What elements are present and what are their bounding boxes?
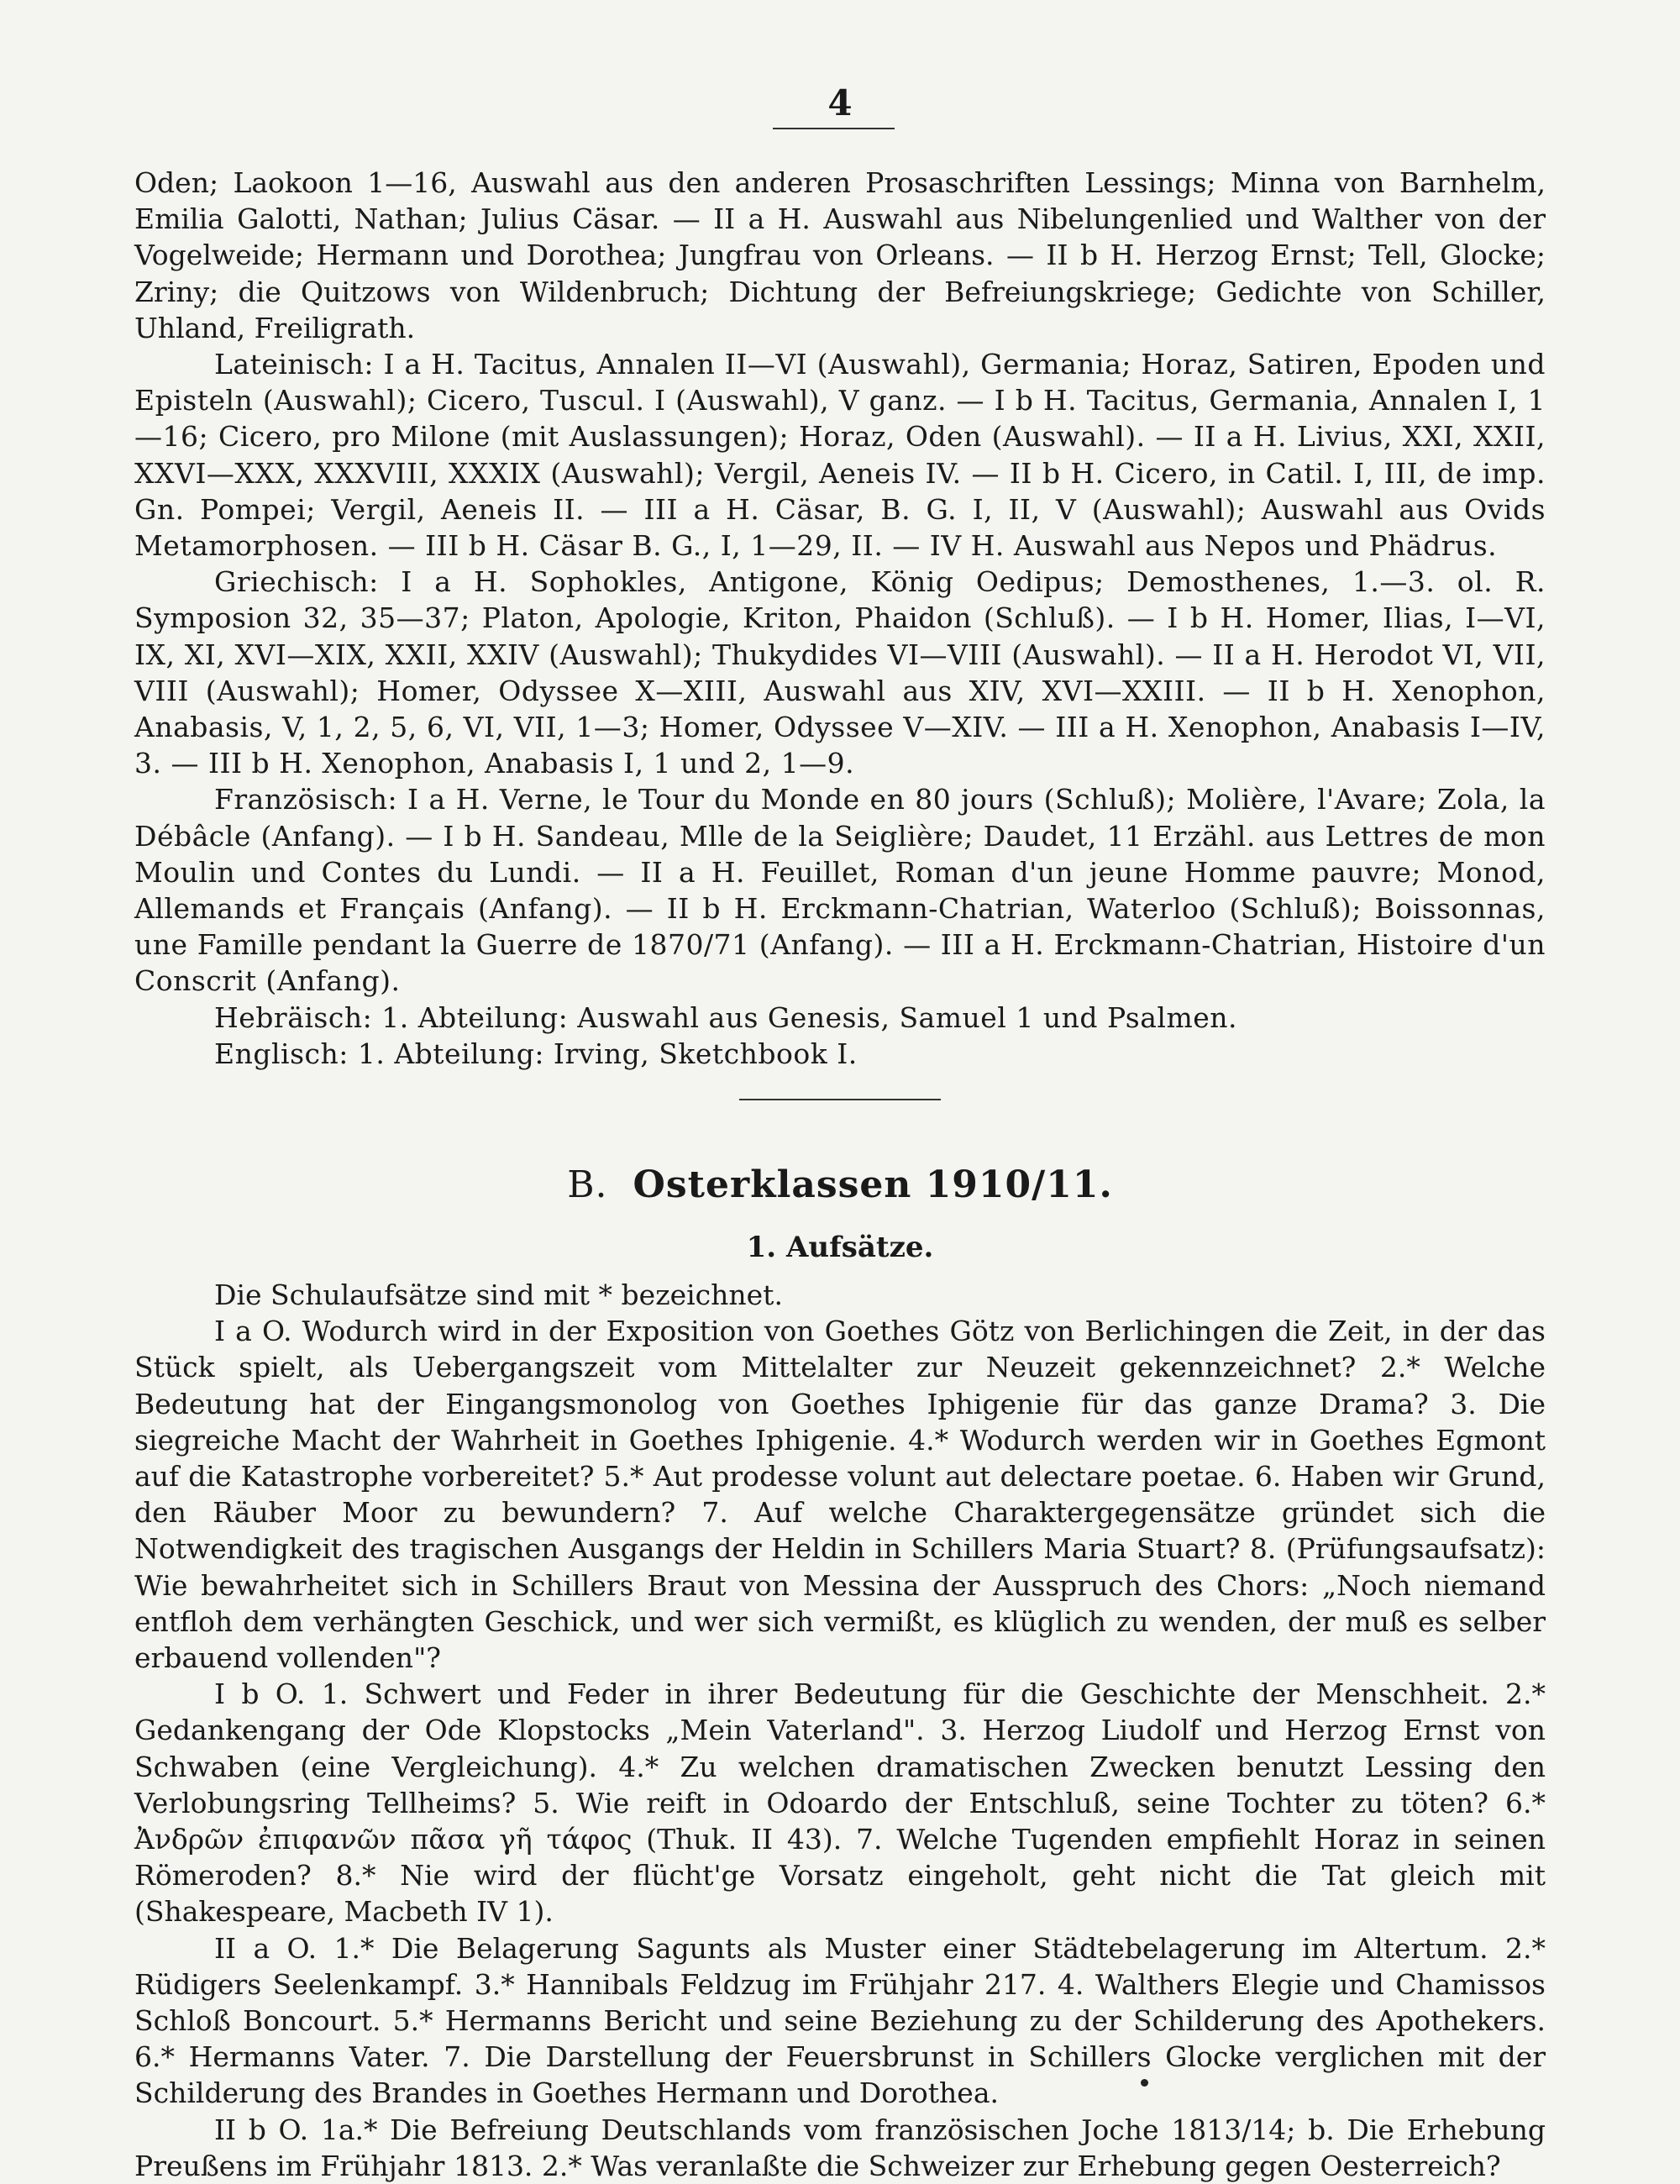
essay-note: Die Schulaufsätze sind mit * bezeichnet. bbox=[214, 1278, 783, 1311]
essay-list bbox=[134, 1277, 1546, 2184]
section-title: Osterklassen 1910/11. bbox=[633, 1163, 1113, 1206]
reading-paragraph-greek: Griechisch: I a H. Sophokles, Antigone, König Oedipus; Demosthenes, 1.—3. ol. R. Symposion 32, 35—37; Platon, Apologie, Kriton, Phaidon (Schluß). — I b H. Homer, Ilias, I—VI, IX, XI, XVI—XIX, XXII, XXIV (Auswahl); Thukydides VI—VIII (Auswahl). — II a H. Herodot VI, VII, VIII (Auswahl); Homer, Odyssee X—XIII, Auswahl aus XIV, XVI—XXIII. — II b H. Xenophon, Anabasis, V, 1, 2, 5, 6, VI, VII, 1—3; Homer, Odyssee V—XIV. — III a H. Xenophon, Anabasis I—IV, 3. — III b H. Xenophon, Anabasis I, 1 und 2, 1—9. bbox=[134, 565, 1546, 780]
essay-paragraph-Ia: I a O. Wodurch wird in der Exposition von Goethes Götz von Berlichingen die Zeit, in der das Stück spielt, als Uebergangszeit vom Mittelalter zur Neuzeit gekennzeichnet? 2.* Welche Bedeutung hat der Eingangsmonolog von Goethes Iphigenie für das ganze Drama? 3. Die siegreiche Macht der Wahrheit in Goethes Iphigenie. 4.* Wodurch werden wir in Goethes Egmont auf die Katastrophe vorbereitet? 5.* Aut prodesse volunt aut delectare poetae. 6. Haben wir Grund, den Räuber Moor zu bewundern? 7. Auf welche Charaktergegensätze gründet sich die Notwendigkeit des tragischen Ausgangs der Heldin in Schillers Maria Stuart? 8. (Prüfungsaufsatz): Wie bewahrheitet sich in Schillers Braut von Messina der Ausspruch des Chors: „Noch niemand entfloh dem verhängten Geschick, und wer sich vermißt, es klüglich zu wenden, der muß es selber erbauend vollenden"? bbox=[134, 1315, 1546, 1675]
reading-paragraph-hebrew: Hebräisch: 1. Abteilung: Auswahl aus Genesis, Samuel 1 und Psalmen. bbox=[214, 1000, 1238, 1034]
reading-list bbox=[134, 165, 1546, 1072]
reading-paragraph-german: Oden; Laokoon 1—16, Auswahl aus den anderen Prosaschriften Lessings; Minna von Barnhelm, Emilia Galotti, Nathan; Julius Cäsar. — II a H. Auswahl aus Nibelungenlied und Walther von der Vogelweide; Hermann und Dorothea; Jungfrau von Orleans. — II b H. Herzog Ernst; Tell, Glocke; Zriny; die Quitzows von Wildenbruch; Dichtung der Befreiungskriege; Gedichte von Schiller, Uhland, Freiligrath. bbox=[134, 166, 1546, 344]
subsection-heading: 1. Aufsätze. bbox=[746, 1231, 934, 1264]
reading-paragraph-french: Französisch: I a H. Verne, le Tour du Monde en 80 jours (Schluß); Molière, l'Avare; Zola, la Débâcle (Anfang). — I b H. Sandeau, Mlle de la Seiglière; Daudet, 11 Erzähl. aus Lettres de mon Moulin und Contes du Lundi. — II a H. Feuillet, Roman d'un jeune Homme pauvre; Monod, Allemands et Français (Anfang). — II b H. Erckmann-Chatrian, Waterloo (Schluß); Boissonnas, une Famille pendant la Guerre de 1870/71 (Anfang). — III a H. Erckmann-Chatrian, Histoire d'un Conscrit (Anfang). bbox=[134, 783, 1546, 998]
essay-paragraph-IIa: II a O. 1.* Die Belagerung Sagunts als Muster einer Städtebelagerung im Altertum. 2.* Rüdigers Seelenkampf. 3.* Hannibals Feldzug im Frühjahr 217. 4. Walthers Elegie und Chamissos Schloß Boncourt. 5.* Hermanns Bericht und seine Beziehung zu der Schilderung des Apothekers. 6.* Hermanns Vater. 7. Die Darstellung der Feuersbrunst in Schillers Glocke verglichen mit der Schilderung des Brandes in Goethes Hermann und Dorothea. bbox=[134, 1931, 1546, 2110]
section-separator bbox=[739, 1099, 941, 1100]
reading-paragraph-latin: Lateinisch: I a H. Tacitus, Annalen II—VI (Auswahl), Germania; Horaz, Satiren, Epoden und Episteln (Auswahl); Cicero, Tuscul. I (Auswahl), V ganz. — I b H. Tacitus, Germania, Annalen I, 1—16; Cicero, pro Milone (mit Auslassungen); Horaz, Oden (Auswahl). — II a H. Livius, XXI, XXII, XXVI—XXX, XXXVIII, XXXIX (Auswahl); Vergil, Aeneis IV. — II b H. Cicero, in Catil. I, III, de imp. Gn. Pompei; Vergil, Aeneis II. — III a H. Cäsar, B. G. I, II, V (Auswahl); Auswahl aus Ovids Metamorphosen. — III b H. Cäsar B. G., I, 1—29, II. — IV H. Auswahl aus Nepos und Phädrus. bbox=[134, 348, 1546, 563]
section-letter: B. bbox=[567, 1163, 608, 1206]
page-number-rule bbox=[773, 128, 895, 129]
section-heading bbox=[0, 1163, 1680, 1206]
page-mark-dot bbox=[1141, 2079, 1148, 2087]
page-number: 4 bbox=[827, 82, 853, 123]
reading-paragraph-english: Englisch: 1. Abteilung: Irving, Sketchbook I. bbox=[214, 1037, 858, 1070]
essay-paragraph-IIb: II b O. 1a.* Die Befreiung Deutschlands vom französischen Joche 1813/14; b. Die Erhebung Preußens im Frühjahr 1813. 2.* Was veranlaßte die Schweizer zur Erhebung gegen Oesterreich? bbox=[134, 2113, 1546, 2182]
essay-paragraph-Ib: I b O. 1. Schwert und Feder in ihrer Bedeutung für die Geschichte der Menschheit. 2.* Gedankengang der Ode Klopstocks „Mein Vaterland". 3. Herzog Liudolf und Herzog Ernst von Schwaben (eine Vergleichung). 4.* Zu welchen dramatischen Zwecken benutzt Lessing den Verlobungsring Tellheims? 5. Wie reift in Odoardo der Entschluß, seine Tochter zu töten? 6.* Ἀνδρῶν ἐπιφανῶν πᾶσα γῆ τάφος (Thuk. II 43). 7. Welche Tugenden empfiehlt Horaz in seinen Römeroden? 8.* Nie wird der flücht'ge Vorsatz eingeholt, geht nicht die Tat gleich mit (Shakespeare, Macbeth IV 1). bbox=[134, 1677, 1546, 1929]
